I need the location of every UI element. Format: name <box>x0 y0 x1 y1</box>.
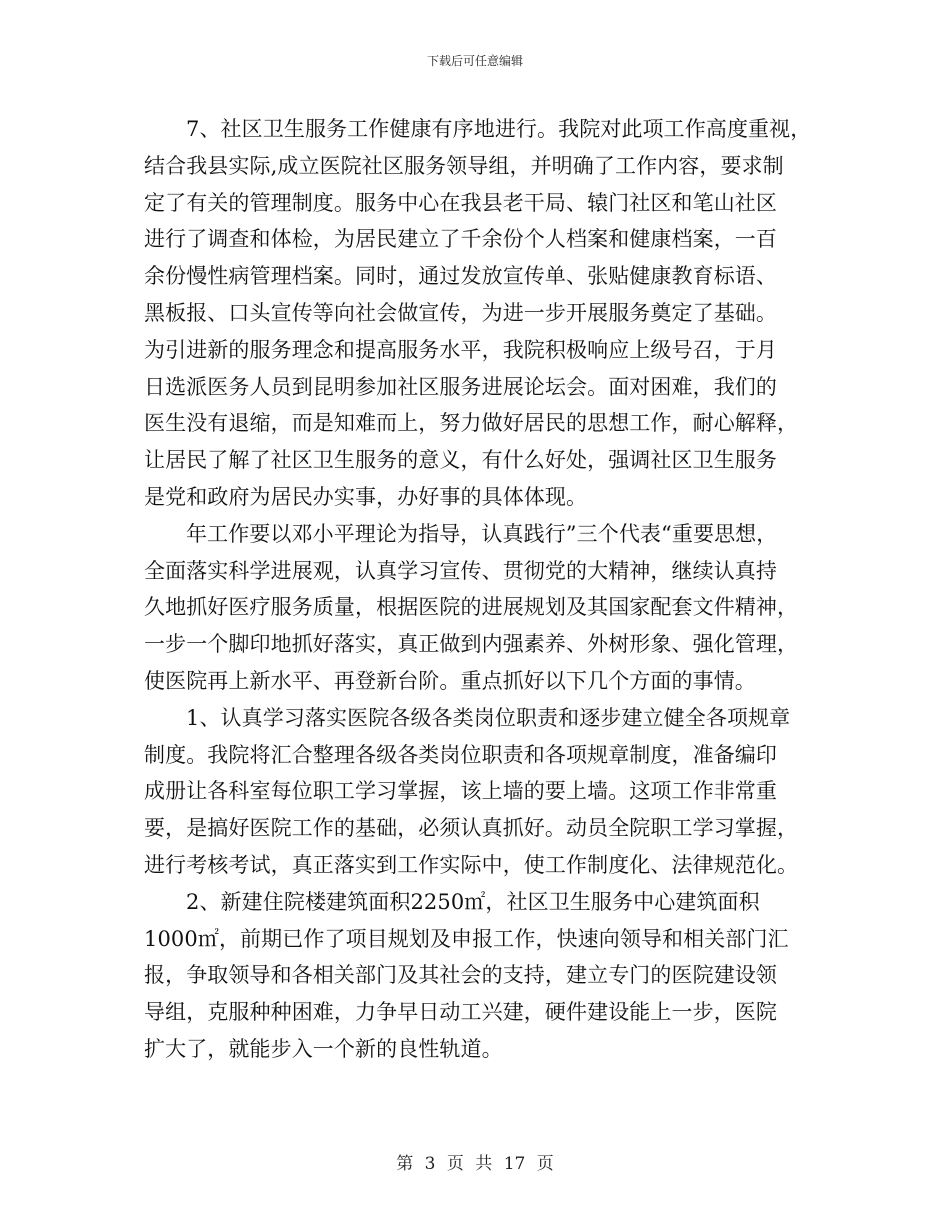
text-line: 让居民了解了社区卫生服务的意义，有什么好处，强调社区卫生服务 <box>144 448 777 473</box>
paragraph-annual-work <box>144 516 826 700</box>
text-line: 导组，克服种种困难，力争早日动工兴建，硬件建设能上一步，医院 <box>144 1000 777 1025</box>
text-line: 扩大了，就能步入一个新的良性轨道。 <box>144 1036 503 1061</box>
page-number: 第 3 页 共 17 页 <box>396 1154 554 1174</box>
text-line: 年工作要以邓小平理论为指导，认真践行”三个代表“重要思想， <box>186 521 778 546</box>
text-line: 黑板报、口头宣传等向社会做宣传，为进一步开展服务奠定了基础。 <box>144 300 777 325</box>
text-line: 2、新建住院楼建筑面积2250㎡，社区卫生服务中心建筑面积 <box>186 889 760 914</box>
paragraph-community-health <box>144 111 826 516</box>
text-line: 定了有关的管理制度。服务中心在我县老干局、辕门社区和笔山社区 <box>144 190 777 215</box>
paragraph-item-2 <box>144 884 826 1068</box>
text-line: 日选派医务人员到昆明参加社区服务进展论坛会。面对困难，我们的 <box>144 374 777 399</box>
text-line: 进行了调查和体检，为居民建立了千余份个人档案和健康档案，一百 <box>144 227 777 252</box>
page-header: 下载后可任意编辑 <box>426 54 523 68</box>
text-line: 久地抓好医疗服务质量，根据医院的进展规划及其国家配套文件精神， <box>144 595 799 620</box>
text-line: 制度。我院将汇合整理各级各类岗位职责和各项规章制度，准备编印 <box>144 742 777 767</box>
text-line: 进行考核考试，真正落实到工作实际中，使工作制度化、法律规范化。 <box>144 852 799 877</box>
text-line: 使医院再上新水平、再登新台阶。重点抓好以下几个方面的事情。 <box>144 668 756 693</box>
text-line: 成册让各科室每位职工学习掌握，该上墙的要上墙。这项工作非常重 <box>144 779 777 804</box>
document-body <box>144 111 826 1068</box>
text-line: 结合我县实际,成立医院社区服务领导组，并明确了工作内容，要求制 <box>144 153 784 178</box>
text-line: 余份慢性病管理档案。同时，通过发放宣传单、张贴健康教育标语、 <box>144 264 777 289</box>
text-line: 医生没有退缩，而是知难而上，努力做好居民的思想工作，耐心解释， <box>144 411 799 436</box>
text-line: 是党和政府为居民办实事，办好事的具体体现。 <box>144 484 588 509</box>
text-line: 7、社区卫生服务工作健康有序地进行。我院对此项工作高度重视， <box>186 117 812 141</box>
text-line: 为引进新的服务理念和提高服务水平，我院积极响应上级号召，于月 <box>144 337 777 362</box>
text-line: 报，争取领导和各相关部门及其社会的支持，建立专门的医院建设领 <box>144 963 777 988</box>
text-line: 1、认真学习落实医院各级各类岗位职责和逐步建立健全各项规章 <box>186 705 791 730</box>
text-line: 1000㎡，前期已作了项目规划及申报工作，快速向领导和相关部门汇 <box>144 926 789 951</box>
text-line: 要，是搞好医院工作的基础，必须认真抓好。动员全院职工学习掌握， <box>144 816 799 841</box>
text-line: 全面落实科学进展观，认真学习宣传、贯彻党的大精神，继续认真持 <box>144 558 777 583</box>
paragraph-item-1 <box>144 700 826 884</box>
text-line: 一步一个脚印地抓好落实，真正做到内强素养、外树形象、强化管理， <box>144 632 799 657</box>
